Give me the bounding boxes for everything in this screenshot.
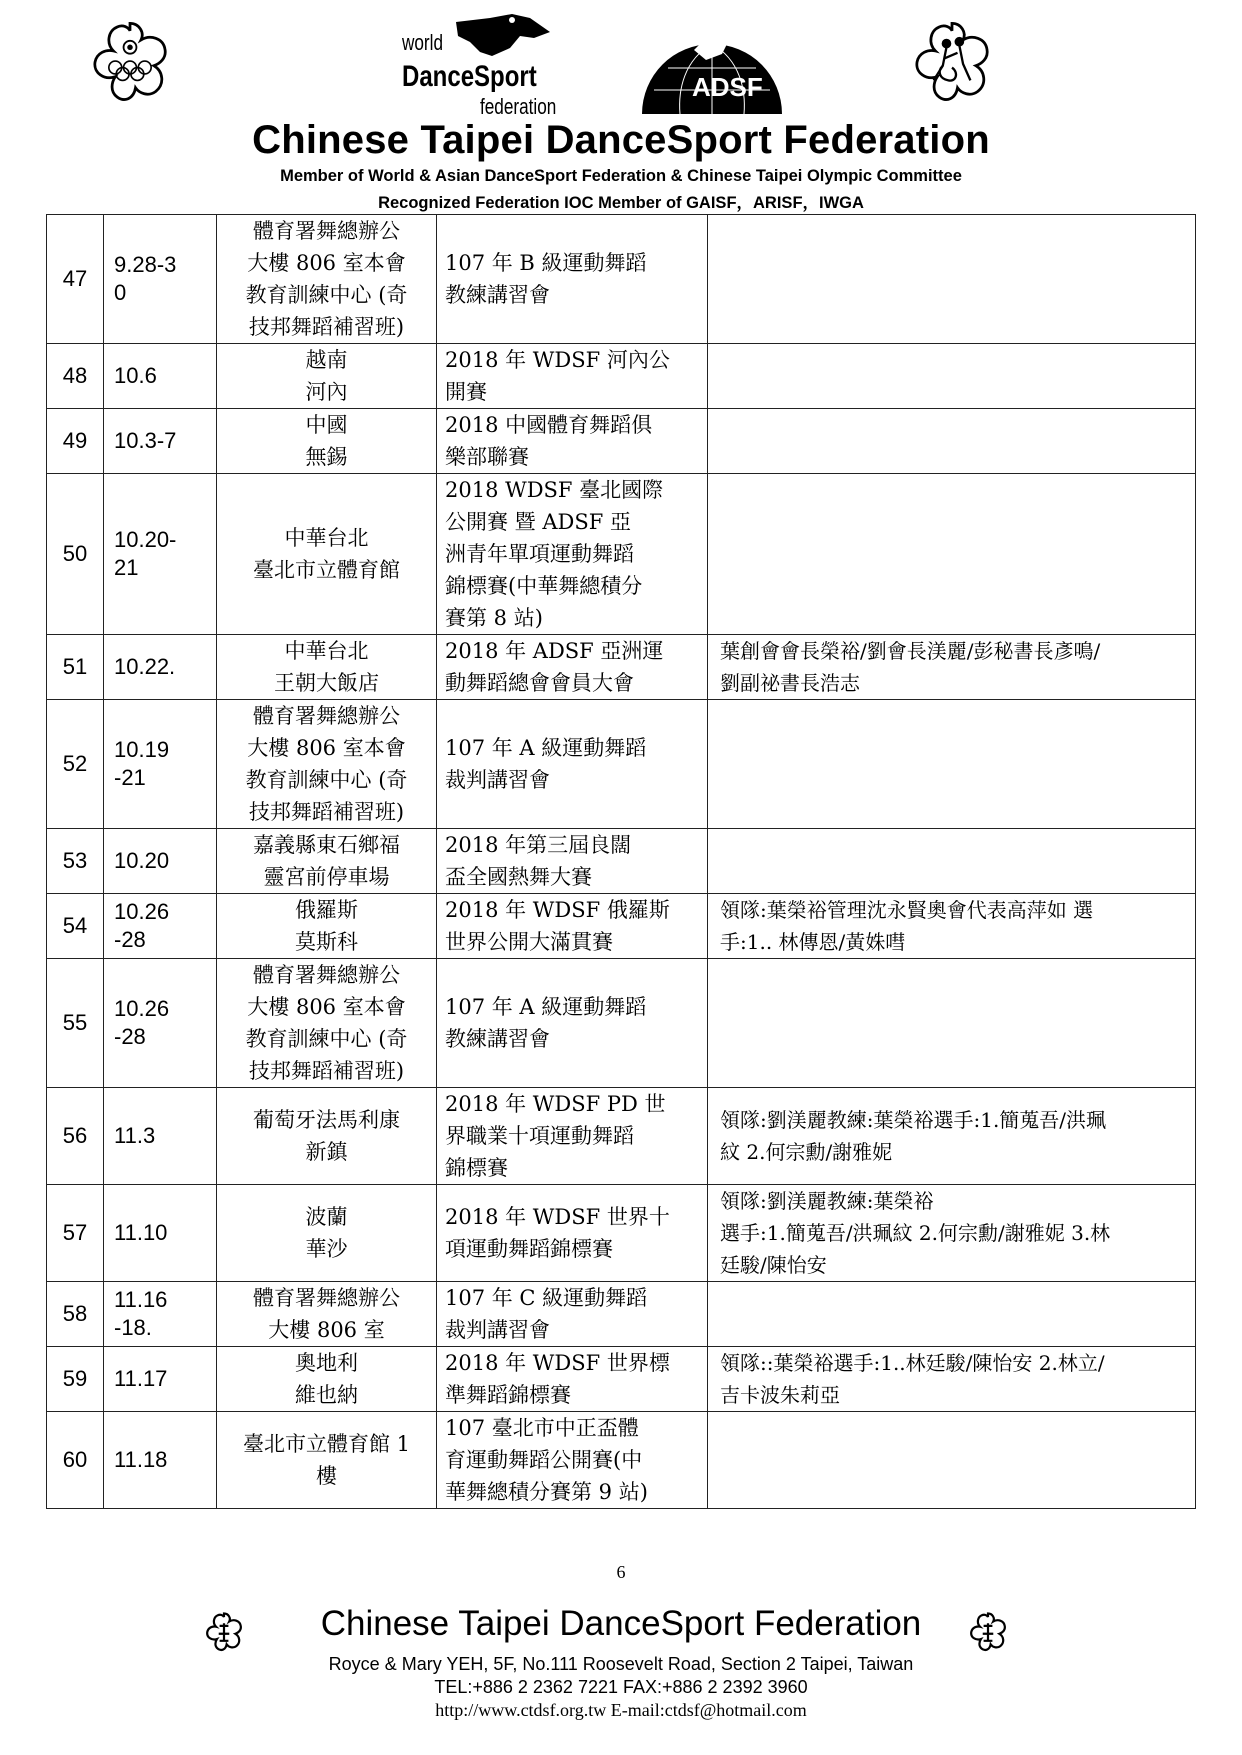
row-event-cell: 107 臺北市中正盃體 育運動舞蹈公開賽(中 華舞總積分賽第 9 站)	[437, 1412, 708, 1509]
table-row	[47, 1282, 1196, 1347]
row-date-cell: 10.3-7	[104, 409, 217, 474]
row-notes-cell: 領隊:葉榮裕管理沈永賢奧會代表高萍如 選 手:1.. 林傳恩/黃姝嘒	[708, 894, 1196, 959]
footer-web-email: http://www.ctdsf.org.tw E-mail:ctdsf@hotmail.com	[435, 1700, 807, 1720]
row-notes-cell	[708, 344, 1196, 409]
footer-organization-title: Chinese Taipei DanceSport Federation	[320, 1604, 922, 1643]
adsf-globe-icon	[634, 10, 790, 120]
row-number-cell: 55	[47, 959, 104, 1088]
row-notes-cell	[708, 829, 1196, 894]
row-event-cell: 107 年 C 級運動舞蹈 裁判講習會	[437, 1282, 708, 1347]
row-notes-cell: 葉創會會長榮裕/劉會長渼麗/彭秘書長彥鳴/ 劉副祕書長浩志	[708, 635, 1196, 700]
recognition-line: Recognized Federation IOC Member of GAISF，ARISF，IWGA	[378, 194, 864, 212]
row-notes-cell	[708, 1282, 1196, 1347]
row-number-cell: 58	[47, 1282, 104, 1347]
row-date-cell: 10.6	[104, 344, 217, 409]
row-notes-cell: 領隊:劉渼麗教練:葉榮裕選手:1.簡蒐吾/洪珮 紋 2.何宗勳/謝雅妮	[708, 1088, 1196, 1185]
wdsf-logo-line3: federation	[480, 94, 557, 119]
row-event-cell: 2018 年 ADSF 亞洲運 動舞蹈總會會員大會	[437, 635, 708, 700]
row-number-cell: 51	[47, 635, 104, 700]
row-date-cell: 10.26 -28	[104, 959, 217, 1088]
row-date-cell: 10.20- 21	[104, 474, 217, 635]
wdsf-dancers-icon	[450, 12, 560, 62]
footer-address: Royce & Mary YEH, 5F, No.111 Roosevelt Road, Section 2 Taipei, Taiwan	[328, 1654, 914, 1674]
row-location-cell: 體育署舞總辦公 大樓 806 室	[217, 1282, 437, 1347]
table-row	[47, 829, 1196, 894]
row-event-cell: 2018 年 WDSF 世界十 項運動舞蹈錦標賽	[437, 1185, 708, 1282]
row-date-cell: 9.28-3 0	[104, 215, 217, 344]
row-location-cell: 中國 無錫	[217, 409, 437, 474]
row-date-cell: 10.20	[104, 829, 217, 894]
row-event-cell: 2018 中國體育舞蹈俱 樂部聯賽	[437, 409, 708, 474]
row-notes-cell	[708, 700, 1196, 829]
row-location-cell: 奧地利 維也納	[217, 1347, 437, 1412]
chinese-taipei-olympic-emblem	[84, 16, 176, 108]
row-number-cell: 56	[47, 1088, 104, 1185]
table-row	[47, 700, 1196, 829]
row-location-cell: 體育署舞總辦公 大樓 806 室本會 教育訓練中心 (奇 技邦舞蹈補習班)	[217, 215, 437, 344]
row-location-cell: 臺北市立體育館 1 樓	[217, 1412, 437, 1509]
row-event-cell: 2018 WDSF 臺北國際 公開賽 暨 ADSF 亞 洲青年單項運動舞蹈 錦標賽(中華舞總積分 賽第 8 站)	[437, 474, 708, 635]
ctdsf-small-emblem-icon	[966, 1610, 1010, 1654]
wdsf-logo	[398, 12, 568, 122]
row-location-cell: 體育署舞總辦公 大樓 806 室本會 教育訓練中心 (奇 技邦舞蹈補習班)	[217, 700, 437, 829]
table-row	[47, 959, 1196, 1088]
row-event-cell: 107 年 A 級運動舞蹈 教練講習會	[437, 959, 708, 1088]
row-notes-cell: 領隊::葉榮裕選手:1..林廷駿/陳怡安 2.林立/ 吉卡波朱莉亞	[708, 1347, 1196, 1412]
row-number-cell: 47	[47, 215, 104, 344]
adsf-logo	[634, 10, 790, 120]
table-row	[47, 344, 1196, 409]
table-row	[47, 635, 1196, 700]
row-location-cell: 俄羅斯 莫斯科	[217, 894, 437, 959]
row-event-cell: 107 年 A 級運動舞蹈 裁判講習會	[437, 700, 708, 829]
row-date-cell: 11.3	[104, 1088, 217, 1185]
table-row	[47, 894, 1196, 959]
row-location-cell: 越南 河內	[217, 344, 437, 409]
row-date-cell: 10.26 -28	[104, 894, 217, 959]
row-event-cell: 2018 年 WDSF 世界標 準舞蹈錦標賽	[437, 1347, 708, 1412]
row-notes-cell	[708, 215, 1196, 344]
row-number-cell: 59	[47, 1347, 104, 1412]
row-event-cell: 2018 年 WDSF 河內公 開賽	[437, 344, 708, 409]
row-notes-cell	[708, 409, 1196, 474]
row-notes-cell	[708, 959, 1196, 1088]
row-event-cell: 107 年 B 級運動舞蹈 教練講習會	[437, 215, 708, 344]
row-date-cell: 11.18	[104, 1412, 217, 1509]
row-date-cell: 11.17	[104, 1347, 217, 1412]
row-date-cell: 10.22.	[104, 635, 217, 700]
adsf-logo-label: ADSF	[692, 72, 763, 102]
row-location-cell: 葡萄牙法馬利康 新鎮	[217, 1088, 437, 1185]
row-notes-cell: 領隊:劉渼麗教練:葉榮裕 選手:1.簡蒐吾/洪珮紋 2.何宗勳/謝雅妮 3.林 廷駿/陳怡安	[708, 1185, 1196, 1282]
row-location-cell: 波蘭 華沙	[217, 1185, 437, 1282]
ctdsf-emblem	[906, 16, 998, 108]
row-notes-cell	[708, 1412, 1196, 1509]
organization-title: Chinese Taipei DanceSport Federation	[252, 118, 990, 162]
row-number-cell: 48	[47, 344, 104, 409]
row-event-cell: 2018 年第三屆良闊 盃全國熱舞大賽	[437, 829, 708, 894]
table-row	[47, 1088, 1196, 1185]
row-date-cell: 11.16 -18.	[104, 1282, 217, 1347]
table-row	[47, 409, 1196, 474]
row-event-cell: 2018 年 WDSF 俄羅斯 世界公開大滿貫賽	[437, 894, 708, 959]
row-date-cell: 10.19 -21	[104, 700, 217, 829]
row-location-cell: 嘉義縣東石鄉福 靈宮前停車場	[217, 829, 437, 894]
row-number-cell: 60	[47, 1412, 104, 1509]
row-number-cell: 53	[47, 829, 104, 894]
footer-contact: TEL:+886 2 2362 7221 FAX:+886 2 2392 3960	[434, 1677, 808, 1697]
table-row	[47, 474, 1196, 635]
event-schedule-table	[46, 214, 1196, 1509]
row-location-cell: 體育署舞總辦公 大樓 806 室本會 教育訓練中心 (奇 技邦舞蹈補習班)	[217, 959, 437, 1088]
table-row	[47, 215, 1196, 344]
row-location-cell: 中華台北 王朝大飯店	[217, 635, 437, 700]
membership-line: Member of World & Asian DanceSport Federation & Chinese Taipei Olympic Committee	[280, 167, 962, 185]
row-number-cell: 52	[47, 700, 104, 829]
row-number-cell: 54	[47, 894, 104, 959]
row-date-cell: 11.10	[104, 1185, 217, 1282]
event-schedule-body	[47, 215, 1196, 1509]
table-row	[47, 1412, 1196, 1509]
table-row	[47, 1347, 1196, 1412]
row-number-cell: 57	[47, 1185, 104, 1282]
row-notes-cell	[708, 474, 1196, 635]
row-number-cell: 50	[47, 474, 104, 635]
row-number-cell: 49	[47, 409, 104, 474]
page-number: 6	[616, 1562, 626, 1582]
wdsf-logo-line1: world	[402, 30, 444, 55]
wdsf-logo-line2: DanceSport	[402, 60, 537, 93]
row-event-cell: 2018 年 WDSF PD 世 界職業十項運動舞蹈 錦標賽	[437, 1088, 708, 1185]
row-location-cell: 中華台北 臺北市立體育館	[217, 474, 437, 635]
table-row	[47, 1185, 1196, 1282]
